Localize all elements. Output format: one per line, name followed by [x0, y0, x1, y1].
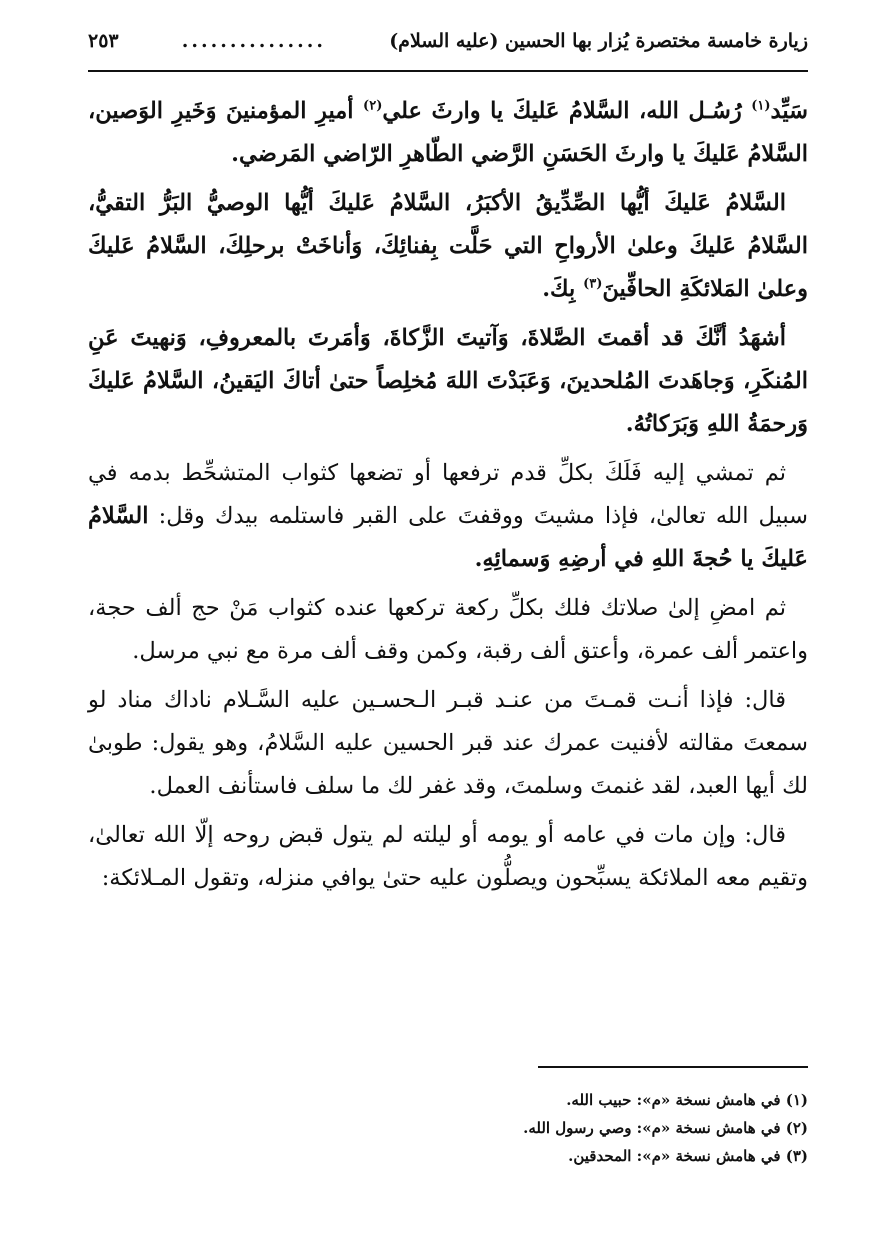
body-paragraph	[88, 452, 808, 581]
footnote-rule	[538, 1066, 808, 1068]
paragraph-text: سَيِّد	[770, 98, 808, 124]
paragraph-text: السَّلامُ عَليكَ أيُّها الصِّدِّيقُ الأكبَرُ، السَّلامُ عَليكَ أيُّها الوصيُّ البَرُّ التقيُّ، السَّلامُ عَليكَ وعلىٰ الأرواحِ التي حَلَّت بِفنائِكَ، وَأناخَتْ برحلِكَ، السَّلامُ عَليكَ وعلىٰ المَلائكَةِ الحافِّينَ	[88, 190, 808, 302]
running-header-title: زيارة خامسة مختصرة يُزار بها الحسين (عليه السلام)	[389, 30, 808, 52]
quoted-invocation: السَّلامُ عَليكَ يا حُجةَ اللهِ في أرضِهِ وَسمائِهِ.	[88, 503, 808, 572]
footnote-list	[88, 1086, 808, 1170]
paragraph-text: أشهَدُ أنَّكَ قد أقمتَ الصَّلاةَ، وَآتيتَ الزَّكاةَ، وَأمَرتَ بالمعروفِ، وَنهيتَ عَنِ المُنكَرِ، وَجاهَدتَ المُلحدينَ، وَعَبَدْتَ اللهَ مُخلِصاً حتىٰ أتاكَ اليَقينُ، السَّلامُ عَليكَ وَرحمَةُ اللهِ وَبَرَكاتُهُ.	[88, 325, 808, 437]
paragraph-text: أميرِ المؤمنينَ وَخَيرِ الوَصين، السَّلامُ عَليكَ يا وارثَ الحَسَنِ الرَّضي الطّاهرِ الرّاضي المَرضي.	[88, 98, 808, 167]
paragraph-text: قال: فإذا أنـت قمـتَ من عنـد قبـر الـحسـين عليه السَّـلام ناداك مناد لو سمعتَ مقالته لأفنيت عمرك عند قبر الحسين عليه السَّلامُ، وهو يقول: طوبىٰ لك أيها العبد، لقد غنمتَ وسلمتَ، وقد غفر لك ما سلف فاستأنف العمل.	[88, 687, 808, 799]
body-paragraph	[88, 182, 808, 311]
body-paragraph	[88, 679, 808, 808]
footnote-marker: (١)	[751, 98, 771, 114]
paragraph-text: ثم امضِ إلىٰ صلاتك فلك بكلِّ ركعة تركعها عنده كثواب مَنْ حج ألف حجة، واعتمر ألف عمرة، وأعتق ألف رقبة، وكمن وقف ألف مرة مع نبي مرسل.	[88, 595, 808, 664]
footnote-marker: (٢)	[363, 98, 383, 114]
body-paragraph	[88, 587, 808, 673]
footnote-item: (٢) في هامش نسخة «م»: وصي رسول الله.	[523, 1119, 808, 1137]
footnotes	[88, 1066, 808, 1170]
footnote-item: (١) في هامش نسخة «م»: حبيب الله.	[566, 1091, 808, 1109]
book-page	[88, 30, 808, 906]
body-paragraph	[88, 90, 808, 176]
paragraph-text: رُسُـل الله، السَّلامُ عَليكَ يا وارثَ علي	[382, 98, 752, 124]
body-paragraph	[88, 814, 808, 900]
body-paragraph	[88, 317, 808, 446]
body-text	[88, 90, 808, 900]
running-header	[88, 30, 808, 72]
running-header-leader-dots: ...............	[181, 30, 327, 52]
footnote-marker: (٣)	[583, 276, 603, 292]
footnote-item: (٣) في هامش نسخة «م»: المحدقين.	[568, 1147, 808, 1165]
paragraph-text: ثم تمشي إليه فَلَكَ بكلِّ قدم ترفعها أو تضعها كثواب المتشحِّط بدمه في سبيل الله تعالىٰ، فإذا مشيتَ ووقفتَ على القبر فاستلمه بيدك وقل:	[88, 460, 808, 529]
paragraph-text: قال: وإن مات في عامه أو يومه أو ليلته لم يتول قبض روحه إلّا الله تعالىٰ، وتقيم معه الملائكة يسبِّحون ويصلُّون عليه حتىٰ يوافي منزله، وتقول المـلائكة:	[88, 822, 808, 891]
paragraph-text: بِكَ.	[542, 276, 584, 302]
page-number: ٢٥٣	[88, 30, 119, 52]
